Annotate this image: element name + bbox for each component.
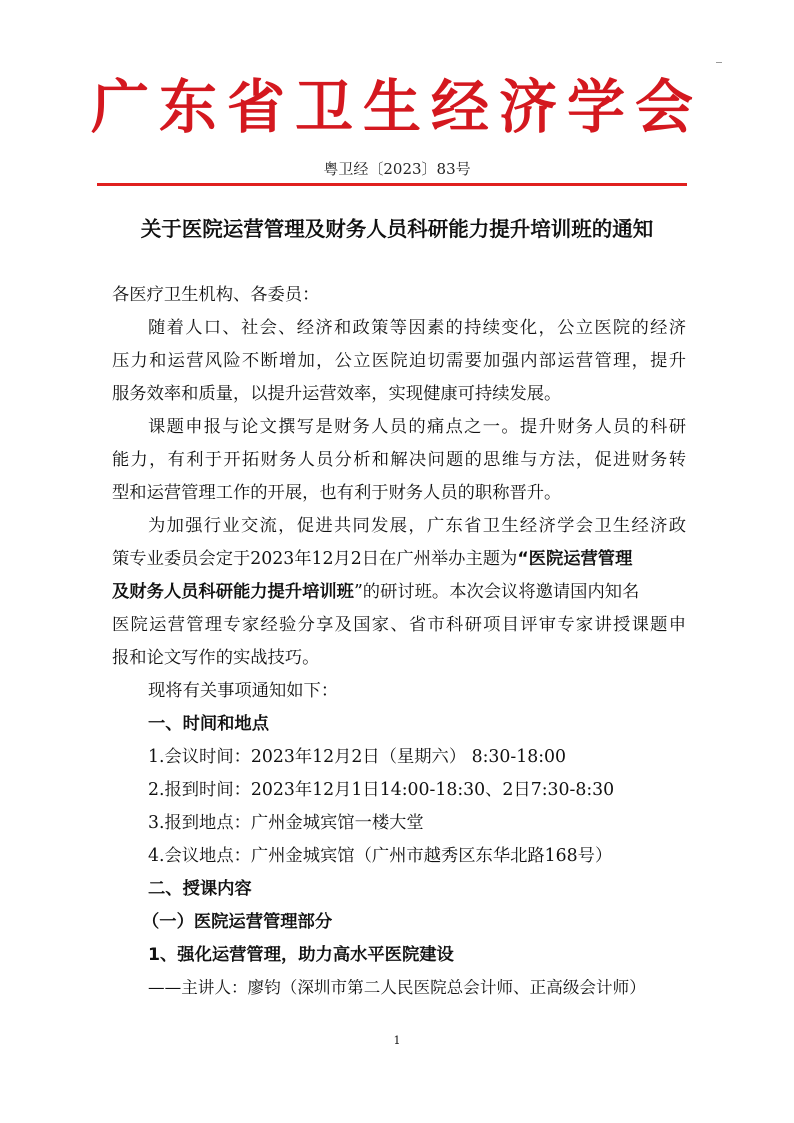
subsection1-heading: （一）医院运营管理部分	[142, 912, 333, 932]
org-name-header: 广东省卫生经济学会	[90, 73, 703, 141]
registration-time: 2.报到时间：2023年12月1日14:00-18:30、2日7:30-8:30	[148, 780, 615, 800]
para2-line1: 课题申报与论文撰写是财务人员的痛点之一。提升财务人员的科研	[148, 417, 686, 437]
para3-line5: 报和论文写作的实战技巧。	[112, 648, 320, 668]
para3-line3-text: ”的研讨班。本次会议将邀请国内知名	[353, 582, 640, 602]
para3-line2-text: 策专业委员会定于2023年12月2日在广州举办主题为	[112, 549, 518, 569]
meeting-location: 4.会议地点：广州金城宾馆（广州市越秀区东华北路168号）	[148, 846, 613, 866]
section1-heading: 一、时间和地点	[148, 714, 269, 734]
topic1-title: 1、强化运营管理，助力高水平医院建设	[148, 945, 454, 965]
section2-heading: 二、授课内容	[148, 879, 252, 899]
para3-line4: 医院运营管理专家经验分享及国家、省市科研项目评审专家讲授课题申	[112, 615, 686, 635]
para1-line3: 服务效率和质量，以提升运营效率，实现健康可持续发展。	[112, 384, 562, 404]
document-number: 粤卫经〔2023〕83号	[323, 160, 471, 178]
red-divider	[97, 183, 687, 186]
meeting-time: 1.会议时间：2023年12月2日（星期六） 8:30-18:00	[148, 747, 567, 767]
salutation: 各医疗卫生机构、各委员：	[112, 285, 320, 305]
training-name-part1: “医院运营管理	[517, 549, 633, 569]
para3-line3	[112, 580, 686, 604]
para1-line2: 压力和运营风险不断增加，公立医院迫切需要加强内部运营管理，提升	[112, 351, 686, 371]
para3-line2	[112, 547, 686, 571]
registration-location: 3.报到地点：广州金城宾馆一楼大堂	[148, 813, 424, 833]
para2-line2: 能力，有利于开拓财务人员分析和解决问题的思维与方法，促进财务转	[112, 450, 686, 470]
para1-line1: 随着人口、社会、经济和政策等因素的持续变化，公立医院的经济	[148, 318, 686, 338]
speaker1: ——主讲人：廖钧（深圳市第二人民医院总会计师、正高级会计师）	[148, 978, 646, 997]
corner-mark	[716, 62, 722, 63]
page-number: 1	[393, 1034, 401, 1047]
para2-line3: 型和运营管理工作的开展，也有利于财务人员的职称晋升。	[112, 483, 562, 503]
announce-line: 现将有关事项通知如下：	[148, 681, 339, 701]
para3-line1: 为加强行业交流，促进共同发展，广东省卫生经济学会卫生经济政	[148, 516, 686, 536]
notice-title: 关于医院运营管理及财务人员科研能力提升培训班的通知	[140, 217, 654, 241]
training-name-part2: 及财务人员科研能力提升培训班	[112, 582, 354, 602]
